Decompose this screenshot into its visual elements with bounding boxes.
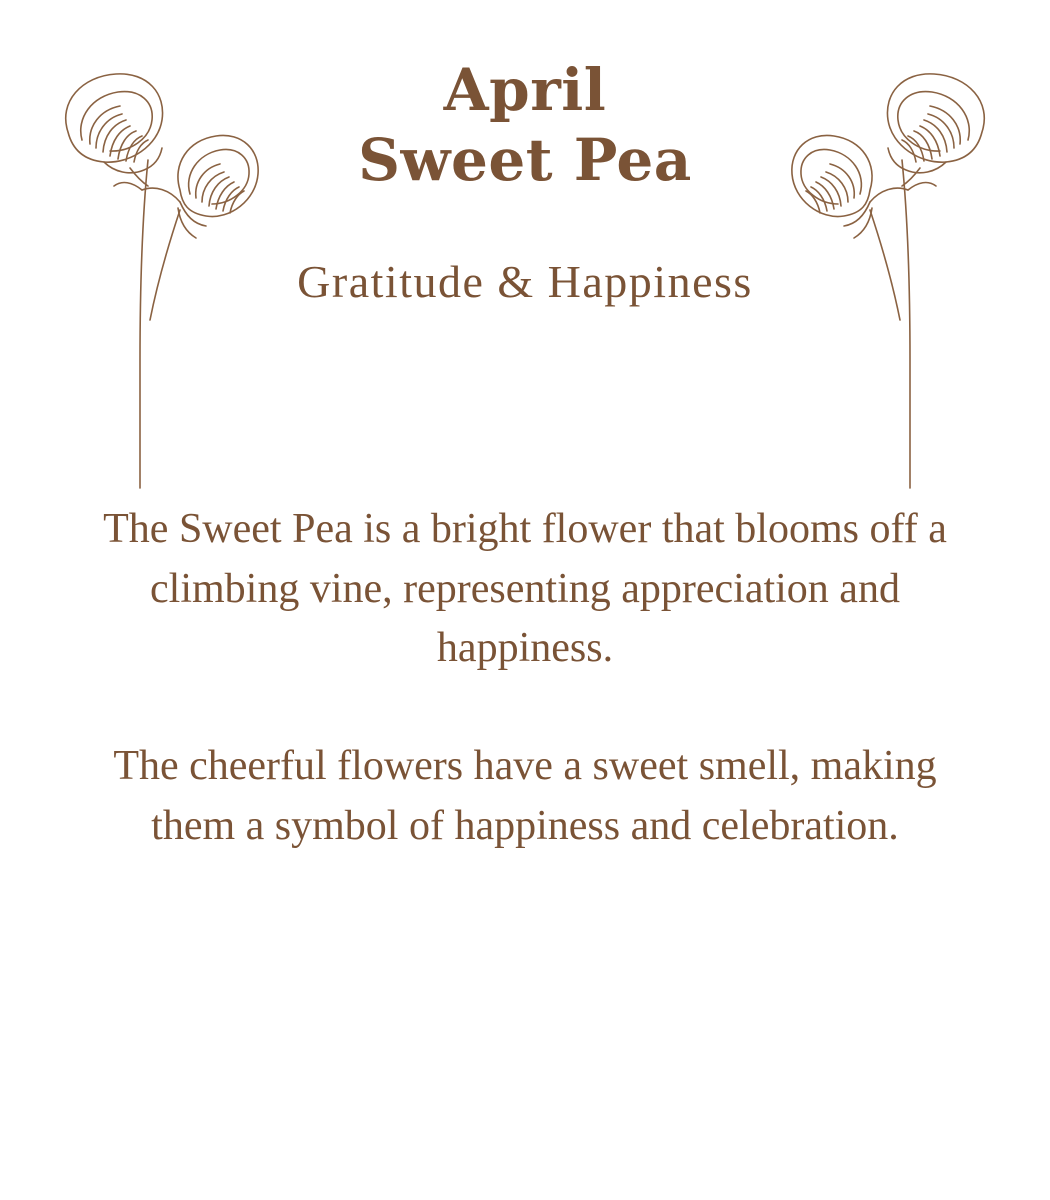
- flower-meaning: Gratitude & Happiness: [297, 255, 753, 307]
- description-paragraph-2: The cheerful flowers have a sweet smell, making them a symbol of happiness and celebration.: [113, 742, 937, 849]
- description-paragraph-1: The Sweet Pea is a bright flower that blooms off a climbing vine, representing appreciation and happiness.: [103, 506, 947, 672]
- card-header: [0, 56, 1050, 309]
- flower-name-title: Sweet Pea: [358, 125, 692, 194]
- card-description: [75, 500, 975, 856]
- month-title: April: [443, 56, 607, 124]
